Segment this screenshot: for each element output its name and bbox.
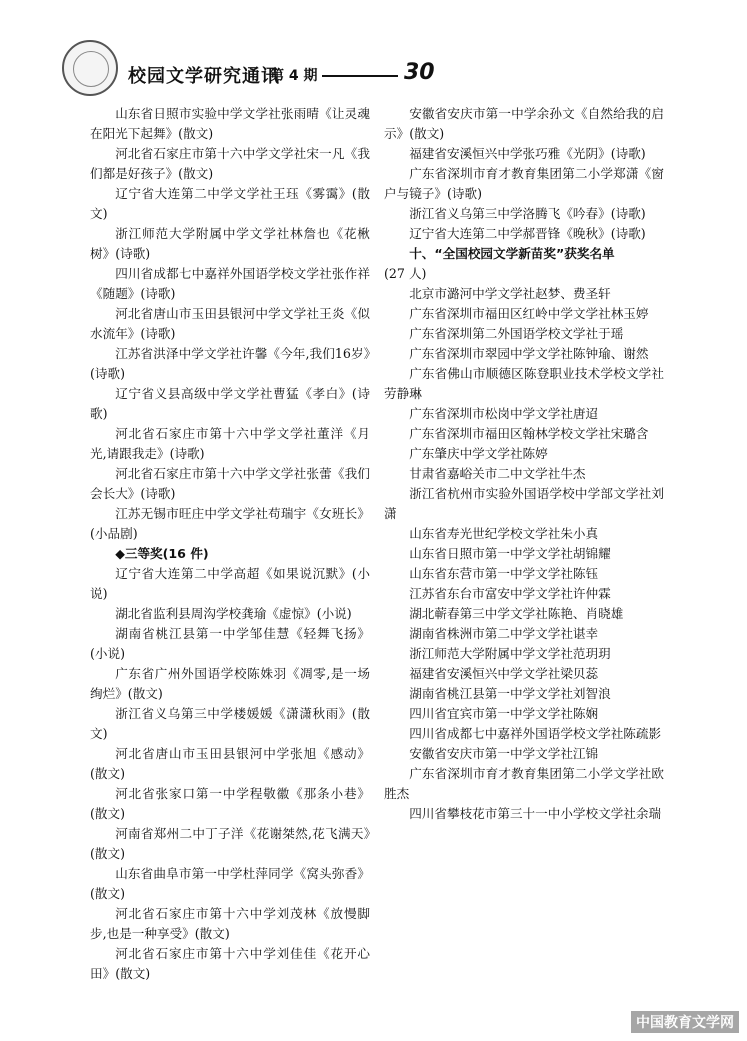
list-item: 江苏省洪泽中学文学社许馨《今年,我们16岁》(诗歌) xyxy=(90,346,370,381)
section-count: (27 人) xyxy=(384,266,427,281)
list-item: 河北省石家庄市第十六中学刘茂林《放慢脚步,也是一种享受》(散文) xyxy=(90,906,370,941)
list-item: 山东省寿光世纪学校文学社朱小真 xyxy=(409,526,599,541)
list-item: 浙江省义乌第三中学洛腾飞《吟春》(诗歌) xyxy=(409,206,646,221)
list-item: 广东省深圳市育才教育集团第二小学文学社欧胜杰 xyxy=(384,766,664,801)
list-item: 山东省日照市第一中学文学社胡锦耀 xyxy=(409,546,611,561)
left-column xyxy=(90,104,370,984)
list-item: 河北省石家庄市第十六中学文学社张蕾《我们会长大》(诗歌) xyxy=(90,466,370,501)
list-item: 湖南省桃江县第一中学邹佳慧《轻舞飞扬》(小说) xyxy=(90,626,370,661)
list-item: 广东省深圳市翠园中学文学社陈钟瑜、谢然 xyxy=(409,346,649,361)
list-item: 北京市潞河中学文学社赵梦、费圣轩 xyxy=(409,286,611,301)
list-item: 河南省郑州二中丁子洋《花谢桀然,花飞满天》(散文) xyxy=(90,826,370,861)
issue-number: 第 4 期 xyxy=(270,68,318,84)
section-heading: 十、“全国校园文学新苗奖”获奖名单 xyxy=(409,246,615,261)
list-item: 辽宁省义县高级中学文学社曹猛《孝白》(诗歌) xyxy=(90,386,370,421)
journal-logo xyxy=(62,40,118,96)
list-item: 浙江师范大学附属中学文学社林詹也《花楸树》(诗歌) xyxy=(90,226,370,261)
list-item: 广东省深圳市福田区红岭中学文学社林玉婷 xyxy=(409,306,649,321)
right-column xyxy=(384,104,664,824)
list-item: 湖南省株洲市第二中学文学社谌幸 xyxy=(409,626,599,641)
list-item: 浙江省杭州市实验外国语学校中学部文学社刘潇 xyxy=(384,486,664,521)
list-item: 辽宁省大连第二中学高超《如果说沉默》(小说) xyxy=(90,566,370,601)
list-item: 辽宁省大连第二中学文学社王珏《雾霭》(散文) xyxy=(90,186,370,221)
list-item: 广东省深圳市松岗中学文学社唐迢 xyxy=(409,406,599,421)
list-item: 四川省成都七中嘉祥外国语学校文学社陈疏影 xyxy=(409,726,662,741)
list-item: 山东省日照市实验中学文学社张雨晴《让灵魂在阳光下起舞》(散文) xyxy=(90,106,370,141)
list-item: 湖北省监利县周沟学校龚瑜《虚惊》(小说) xyxy=(115,606,352,621)
list-item: 四川省成都七中嘉祥外国语学校文学社张作祥《随题》(诗歌) xyxy=(90,266,370,301)
list-item: 河北省唐山市玉田县银河中学张旭《感动》(散文) xyxy=(90,746,370,781)
list-item: 广东省广州外国语学校陈姝羽《凋零,是一场绚烂》(散文) xyxy=(90,666,370,701)
list-item: 广东省佛山市顺德区陈登职业技术学校文学社劳静琳 xyxy=(384,366,664,401)
site-watermark: 中国教育文学网 xyxy=(631,1011,739,1033)
list-item: 四川省宜宾市第一中学文学社陈娴 xyxy=(409,706,599,721)
header-rule xyxy=(322,75,398,77)
list-item: 湖北蕲春第三中学文学社陈艳、肖晓雄 xyxy=(409,606,624,621)
list-item: 安徽省安庆市第一中学余孙文《自然给我的启示》(散文) xyxy=(384,106,664,141)
list-item: 河北省石家庄市第十六中学刘佳佳《花开心田》(散文) xyxy=(90,946,370,981)
list-item: 甘肃省嘉峪关市二中文学社牛杰 xyxy=(409,466,586,481)
list-item: 广东肇庆中学文学社陈婷 xyxy=(409,446,548,461)
list-item: 山东省东营市第一中学文学社陈钰 xyxy=(409,566,599,581)
list-item: 浙江省义乌第三中学楼媛媛《潇潇秋雨》(散文) xyxy=(90,706,370,741)
list-item: 江苏无锡市旺庄中学文学社苟瑞宇《女班长》(小品剧) xyxy=(90,506,370,541)
list-item: 山东省曲阜市第一中学杜萍同学《窝头弥香》(散文) xyxy=(90,866,370,901)
list-item: 河北省石家庄市第十六中学文学社董洋《月光,请跟我走》(诗歌) xyxy=(90,426,370,461)
list-item: 河北省唐山市玉田县银河中学文学社王炎《似水流年》(诗歌) xyxy=(90,306,370,341)
list-item: 湖南省桃江县第一中学文学社刘智浪 xyxy=(409,686,611,701)
list-item: 江苏省东台市富安中学文学社许仲霖 xyxy=(409,586,611,601)
list-item: 广东省深圳市育才教育集团第二小学郑潇《窗户与镜子》(诗歌) xyxy=(384,166,664,201)
list-item: 广东省深圳市福田区翰林学校文学社宋璐含 xyxy=(409,426,649,441)
page-number: 30 xyxy=(404,60,435,85)
page-header xyxy=(62,40,702,100)
list-item: 河北省石家庄市第十六中学文学社宋一凡《我们都是好孩子》(散文) xyxy=(90,146,370,181)
list-item: 河北省张家口第一中学程敬徽《那条小巷》(散文) xyxy=(90,786,370,821)
list-item: 辽宁省大连第二中学郝晋锋《晚秋》(诗歌) xyxy=(409,226,646,241)
third-prize-heading: ◆三等奖(16 件) xyxy=(115,546,209,561)
list-item: 广东省深圳第二外国语学校文学社于瑶 xyxy=(409,326,624,341)
list-item: 福建省安溪恒兴中学张巧雅《光阴》(诗歌) xyxy=(409,146,646,161)
list-item: 四川省攀枝花市第三十一中小学校文学社余瑞 xyxy=(409,806,662,821)
list-item: 福建省安溪恒兴中学文学社梁贝蕊 xyxy=(409,666,599,681)
list-item: 浙江师范大学附属中学文学社范玥玥 xyxy=(409,646,611,661)
journal-title: 校园文学研究通讯 xyxy=(128,66,280,87)
list-item: 安徽省安庆市第一中学文学社江锦 xyxy=(409,746,599,761)
